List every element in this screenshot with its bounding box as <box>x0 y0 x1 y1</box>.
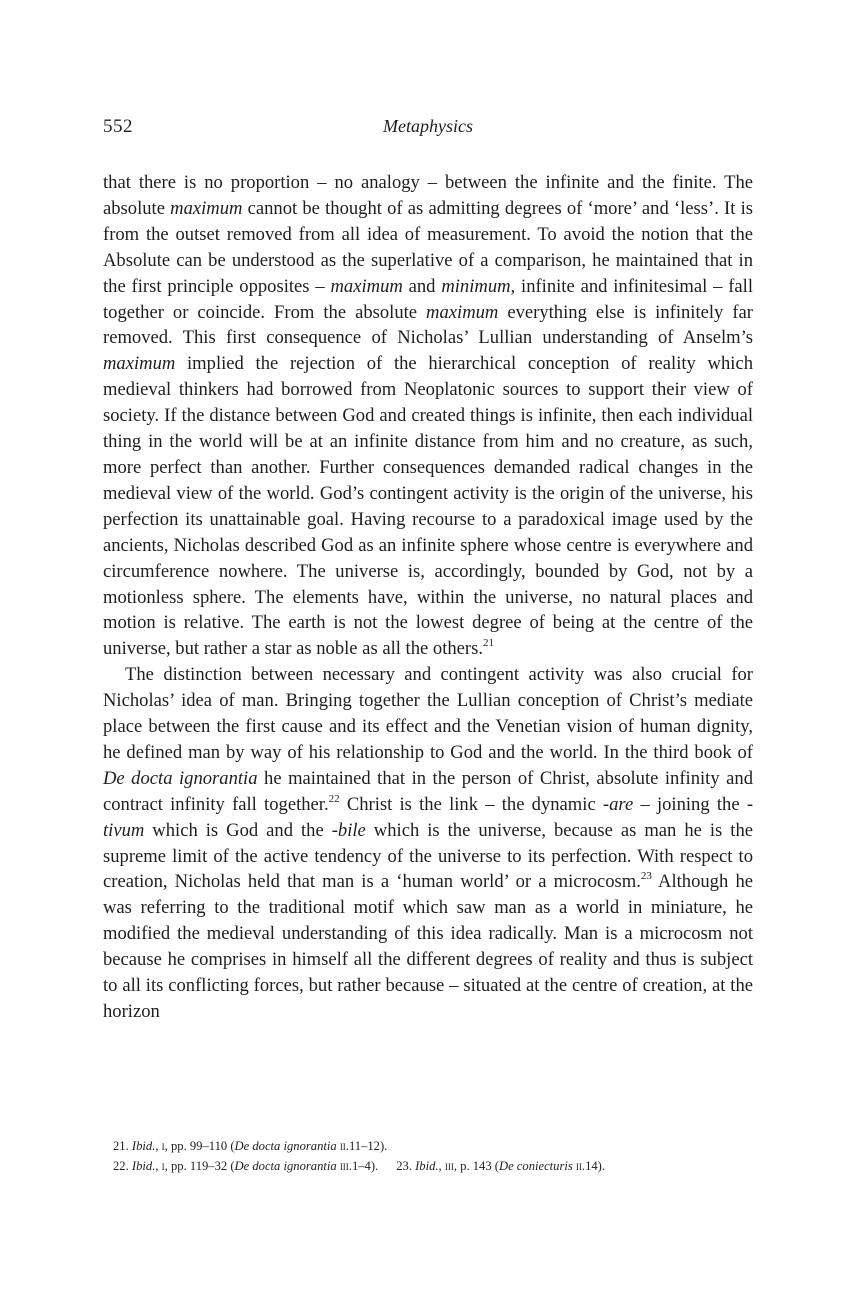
footnote-section: ii.11–12 <box>339 1139 380 1153</box>
text-run: The distinction between necessary and contingent activity was also crucial for Nicholas’ idea of man. Bringing together the Lullian conception of Christ’s mediate place between the first cause and its effect and the Venetian vision of human dignity, he defined man by way of his relationship to God and the world. In the third book of <box>103 664 753 763</box>
text-run: – joining the <box>633 793 747 815</box>
footnote-ibid: Ibid., <box>131 1139 159 1153</box>
footnote-volume: i, <box>161 1159 168 1173</box>
body-text <box>103 170 753 1025</box>
italic-term: -bile <box>331 819 366 841</box>
footnote-22 <box>113 1159 378 1173</box>
footnote-volume: i, <box>161 1139 168 1153</box>
text-run: which is the universe, because as man he is the supreme limit of the active tendency of the universe to its perfection. With respect to creation, Nicholas held that man is a ‘human world’ or a microcosm. <box>103 819 753 893</box>
paragraph-2 <box>103 662 753 1025</box>
footnote-pages: p. 143 ( <box>460 1159 499 1173</box>
footnote-21 <box>113 1136 753 1156</box>
text-run: that there is no proportion – no analogy – between the infinite and the finite. The absolute <box>103 172 753 219</box>
footnote-number: 21. <box>113 1139 129 1153</box>
footnote-title: De coniecturis <box>498 1159 573 1173</box>
text-run: implied the rejection of the hierarchical conception of reality which medieval thinkers had borrowed from Neoplatonic sources to support their view of society. If the distance between God and created things is infinite, then each individual thing in the world will be at an infinite distance from him and no creature, as such, more perfect than another. Further consequences demanded radical changes in the medieval view of the world. God’s contingent activity is the origin of the universe, his perfection its unattainable goal. Having recourse to a paradoxical image used by the ancients, Nicholas described God as an infinite sphere whose centre is everywhere and circumference nowhere. The universe is, accordingly, bounded by God, not by a motionless sphere. The elements have, within the universe, no natural places and motion is relative. The earth is not the lowest degree of being at the centre of the universe, but rather a star as noble as all the others. <box>103 353 753 660</box>
footnote-ibid: Ibid., <box>131 1159 159 1173</box>
text-run: Christ is the link – the dynamic <box>339 793 603 815</box>
page-header <box>103 116 753 142</box>
footnote-section: iii.1–4 <box>339 1159 371 1173</box>
footnote-close: ). <box>370 1159 379 1173</box>
footnote-pages: pp. 99–110 ( <box>170 1139 235 1153</box>
paragraph-1 <box>103 170 753 662</box>
text-run: which is God and the <box>144 819 332 841</box>
footnote-ibid: Ibid., <box>415 1159 442 1173</box>
footnote-row <box>113 1156 753 1176</box>
footnote-number: 22. <box>113 1159 129 1173</box>
footnote-close: ). <box>597 1159 606 1173</box>
text-run: and <box>402 275 442 297</box>
text-run: Although he was referring to the traditional motif which saw man as a world in miniature, he modified the medieval understanding of this idea radically. Man is a microcosm not because he comprises in himself all the different degrees of reality and thus is subject to all its conflicting forces, but rather because – situated at the centre of creation, at the horizon <box>103 871 753 1022</box>
text-run: he maintained that in the person of Christ, absolute infinity and contract infinity fall together. <box>103 767 753 815</box>
footnote-title: De docta ignorantia <box>234 1159 337 1173</box>
italic-term: minimum, <box>441 275 516 297</box>
footnote-ref-22[interactable]: 22 <box>328 792 340 805</box>
text-run: cannot be thought of as admitting degrees of ‘more’ and ‘less’. It is from the outset removed from all idea of measurement. To avoid the notion that the Absolute can be understood as the superlative of a comparison, he maintained that in the first principle opposites – <box>103 197 753 297</box>
running-head: Metaphysics <box>383 116 473 136</box>
footnote-number: 23. <box>396 1159 412 1173</box>
italic-term: maximum <box>426 301 499 323</box>
italic-term: maximum <box>170 197 243 219</box>
footnote-volume: iii, <box>444 1159 457 1173</box>
text-run: infinite and infinitesimal – fall together or coincide. From the absolute <box>103 275 753 323</box>
text-run: everything else is infinitely far removed. This first consequence of Nicholas’ Lullian understanding of Anselm’s <box>103 301 753 349</box>
footnote-23 <box>396 1159 605 1173</box>
page-number: 552 <box>103 116 133 137</box>
footnote-ref-23[interactable]: 23 <box>640 870 652 883</box>
italic-term: -tivum <box>103 793 754 841</box>
italic-title: De docta ignorantia <box>103 767 258 789</box>
footnote-ref-21[interactable]: 21 <box>483 637 495 650</box>
italic-term: maximum <box>103 353 176 375</box>
footnotes <box>113 1136 753 1176</box>
footnote-pages: pp. 119–32 ( <box>170 1159 235 1173</box>
footnote-close: ). <box>379 1139 388 1153</box>
italic-term: -are <box>602 793 634 815</box>
footnote-section: ii.14 <box>575 1159 598 1173</box>
italic-term: maximum <box>330 275 403 297</box>
footnote-title: De docta ignorantia <box>234 1139 337 1153</box>
